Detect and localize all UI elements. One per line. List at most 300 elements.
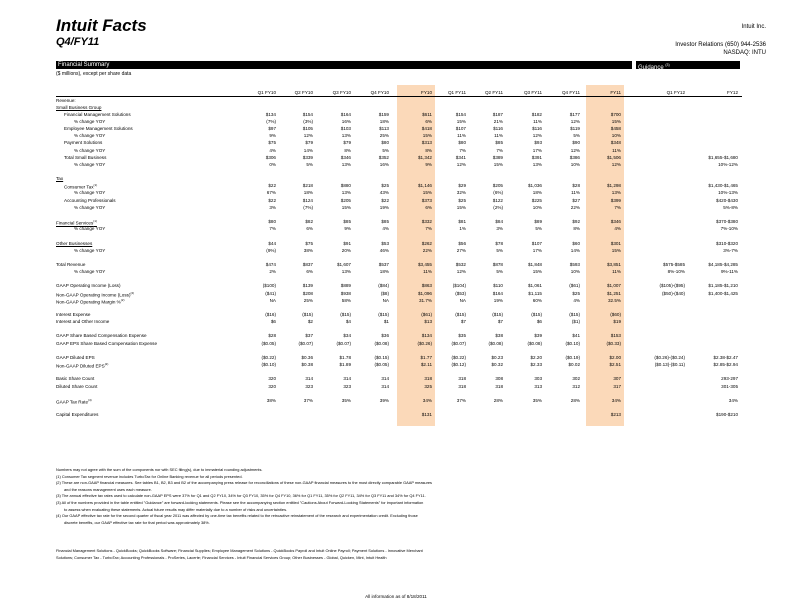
table-cell: 5% xyxy=(496,247,503,253)
table-cell: ($0.08) xyxy=(527,340,542,346)
table-cell: $1.77 xyxy=(420,354,432,360)
row-label xyxy=(56,384,97,389)
table-row xyxy=(0,326,792,331)
table-cell: $105 xyxy=(302,126,313,132)
table-row xyxy=(0,155,792,160)
guidance-note-marker: (3) xyxy=(665,63,670,67)
table-cell: $889 xyxy=(340,283,351,289)
table-cell: $97 xyxy=(268,126,276,132)
table-cell: 15% xyxy=(341,204,351,210)
table-cell: 320 xyxy=(268,383,276,389)
table-cell: 314 xyxy=(343,376,351,382)
table-cell: $116 xyxy=(532,126,542,132)
row-label-text: % change YOY xyxy=(74,269,106,275)
table-cell: (3%) xyxy=(303,118,313,124)
table-cell: $122 xyxy=(492,197,503,203)
table-cell: $35 xyxy=(458,333,466,339)
table-cell: $22 xyxy=(268,183,276,189)
table-cell: 25% xyxy=(303,297,313,303)
table-cell: 12% xyxy=(570,118,580,124)
table-cell: 17% xyxy=(532,147,542,153)
table-cell: $1,146 xyxy=(417,183,432,189)
table-cell: $44 xyxy=(268,240,276,246)
table-cell: $1,430-$1,465 xyxy=(708,183,738,189)
table-cell: 6% xyxy=(425,204,432,210)
table-cell: 308 xyxy=(495,376,503,382)
row-label-text: GAAP Operating Income (Loss) xyxy=(56,283,121,289)
table-cell: $1 xyxy=(383,319,389,325)
table-cell: 13% xyxy=(611,190,621,196)
table-cell: $134 xyxy=(421,333,432,339)
table-cell: ($15) xyxy=(569,312,580,317)
table-cell: ($8) xyxy=(380,290,389,296)
table-row xyxy=(0,333,792,338)
table-cell: $3,851 xyxy=(606,261,621,267)
table-cell: 7% xyxy=(425,226,432,232)
table-cell: $25 xyxy=(572,290,580,296)
table-cell: $37 xyxy=(305,333,313,339)
table-cell: 12% xyxy=(611,161,621,167)
table-cell: 60% xyxy=(532,297,542,303)
row-label-text: Non-GAAP Operating Income (Loss) xyxy=(56,292,131,298)
row-label xyxy=(56,291,134,298)
table-cell: 3% xyxy=(269,204,276,210)
table-cell: 9% xyxy=(425,161,432,167)
table-cell: 318 xyxy=(495,383,503,389)
table-cell: $164 xyxy=(492,290,503,296)
table-cell: 13% xyxy=(341,161,351,167)
table-cell: 323 xyxy=(305,383,313,389)
table-cell: $863 xyxy=(421,283,432,289)
table-cell: 12% xyxy=(456,269,466,275)
table-cell: ($105)-($95) xyxy=(659,283,685,289)
table-cell: ($0.33) xyxy=(606,340,621,346)
table-cell: ($15) xyxy=(302,312,313,317)
footnote: (3) All of the numbers provided in the table entitled "Guidance" are forward-looking statements. Please see the accompanying section entitled "Cautions About Forward-Looking Statements" for important information xyxy=(56,499,424,505)
table-cell: $119 xyxy=(570,126,580,132)
row-label-text: Interest Expense xyxy=(56,312,91,317)
table-cell: $2.11 xyxy=(420,362,432,368)
table-cell: $474 xyxy=(265,261,276,267)
table-row xyxy=(0,412,792,417)
table-cell: NA xyxy=(269,297,276,303)
row-label xyxy=(64,112,131,117)
table-cell: 15% xyxy=(532,269,542,275)
legend-line: Solutions; Consumer Tax - TurboTax; Accounting Professionals - ProSeries, Lacerte; Financial Services - Intuit Financial Services Group; Other Businesses - Global, Quicken, Mint, Intuit Health xyxy=(56,555,387,560)
row-label-text: Total Small Business xyxy=(64,154,107,160)
table-cell: $301 xyxy=(610,240,621,246)
row-label xyxy=(74,269,105,274)
table-cell: $85 xyxy=(495,140,503,146)
table-cell: 8% xyxy=(573,226,580,232)
row-label xyxy=(56,105,101,110)
row-label xyxy=(56,341,157,346)
table-cell: $85 xyxy=(343,219,351,225)
table-cell: 11% xyxy=(494,133,503,139)
table-cell: $2.33 xyxy=(530,362,542,368)
row-label xyxy=(56,412,98,417)
row-label xyxy=(64,198,116,203)
row-label xyxy=(56,298,124,305)
table-cell: 18% xyxy=(379,118,389,124)
table-cell: 12% xyxy=(456,161,466,167)
row-label xyxy=(56,219,97,226)
table-cell: $391 xyxy=(531,154,542,160)
table-cell: $154 xyxy=(302,111,313,117)
table-cell: $4,185-$4,285 xyxy=(708,261,738,267)
table-cell: 307 xyxy=(613,376,621,382)
column-header: Q1 FY11 xyxy=(447,90,466,95)
table-cell: $0.02 xyxy=(568,362,580,368)
table-row xyxy=(0,190,792,195)
table-cell: 15% xyxy=(611,118,621,124)
table-cell: $28 xyxy=(268,333,276,339)
row-label xyxy=(56,333,147,338)
table-cell: ($0.08) xyxy=(488,340,503,346)
table-cell: 22% xyxy=(570,204,580,210)
table-cell: 27% xyxy=(456,247,466,253)
table-cell: 34% xyxy=(611,397,621,403)
table-cell: ($60) xyxy=(610,312,621,317)
guidance-label: Guidance xyxy=(638,65,664,71)
table-cell: 67% xyxy=(266,190,276,196)
table-cell: 14% xyxy=(303,147,313,153)
row-label-text: Financial Services xyxy=(56,220,94,226)
row-label xyxy=(74,205,105,210)
table-cell: 9% xyxy=(344,226,351,232)
table-cell: $1,061 xyxy=(527,283,542,289)
table-cell: ($0.19) xyxy=(565,354,580,360)
table-cell: 318 xyxy=(458,383,466,389)
table-cell: $34 xyxy=(343,333,351,339)
table-cell: ($0.26)-($0.24) xyxy=(654,354,685,360)
table-row xyxy=(0,248,792,253)
row-label-text: % change YOY xyxy=(74,204,106,210)
table-cell: $134 xyxy=(265,111,276,117)
table-cell: $78 xyxy=(495,240,503,246)
table-cell: $1,655-$1,680 xyxy=(708,154,738,160)
table-cell: $13 xyxy=(424,319,432,325)
table-cell: ($0.10) xyxy=(565,340,580,346)
table-cell: 22% xyxy=(422,247,432,253)
table-cell: $92 xyxy=(572,219,580,225)
table-row xyxy=(0,119,792,124)
table-cell: ($84) xyxy=(378,283,389,289)
page-subtitle: Q4/FY11 xyxy=(56,36,100,48)
table-cell: NA xyxy=(382,297,389,303)
table-cell: $131 xyxy=(421,412,432,418)
table-cell: 18% xyxy=(303,190,313,196)
table-cell: $93 xyxy=(534,140,542,146)
table-cell: $60 xyxy=(572,240,580,246)
row-label-text: Accounting Professionals xyxy=(64,197,116,203)
table-cell: $593 xyxy=(569,261,580,267)
row-label xyxy=(64,126,133,131)
table-cell: $28 xyxy=(572,183,580,189)
table-row xyxy=(0,262,792,267)
row-label xyxy=(56,98,76,103)
table-cell: 8%-10% xyxy=(667,269,685,275)
row-label-text: Non-GAAP Operating Margin % xyxy=(56,299,121,305)
table-row xyxy=(0,183,792,188)
company-name: Intuit Inc. xyxy=(741,24,766,30)
stock-exchange: NASDAQ: INTU xyxy=(723,50,766,56)
column-header: Q2 FY10 xyxy=(294,90,313,95)
table-cell: 317 xyxy=(613,383,621,389)
table-cell: 6% xyxy=(425,118,432,124)
table-cell: $75 xyxy=(268,140,276,146)
table-cell: 10% xyxy=(570,269,580,275)
table-cell: 7% xyxy=(614,204,621,210)
table-cell: $348 xyxy=(610,140,621,146)
row-label xyxy=(74,226,105,231)
table-cell: 39% xyxy=(379,397,389,403)
table-cell: $205 xyxy=(340,197,351,203)
table-cell: $218 xyxy=(302,183,313,189)
investor-relations-contact: Investor Relations (650) 944-2536 xyxy=(675,42,766,48)
table-row xyxy=(0,283,792,288)
table-cell: 11% xyxy=(571,190,580,196)
table-row xyxy=(0,126,792,131)
table-cell: $177 xyxy=(569,111,580,117)
row-label-text: % change YOY xyxy=(74,118,106,124)
table-cell: ($61) xyxy=(421,312,432,317)
table-cell: ($0.15) xyxy=(374,354,389,360)
table-cell: 303 xyxy=(534,376,542,382)
row-label-text: Tax xyxy=(56,176,64,182)
table-cell: $837 xyxy=(302,261,313,267)
table-cell: ($61) xyxy=(569,283,580,289)
table-row xyxy=(0,233,792,238)
table-cell: $700 xyxy=(610,111,621,117)
row-label-text: Diluted Share Count xyxy=(56,383,98,389)
table-cell: $532 xyxy=(455,261,466,267)
footnote: to assess when evaluating these statements. Actual future results may differ materially due to a number of risks and uncertainties. xyxy=(64,506,288,512)
table-cell: $91 xyxy=(343,240,351,246)
table-cell: 1% xyxy=(459,226,466,232)
row-label-text: % change YOY xyxy=(74,133,106,139)
table-cell: $25 xyxy=(458,197,466,203)
table-cell: 35% xyxy=(532,397,542,403)
table-cell: $2.00 xyxy=(609,354,621,360)
table-cell: $113 xyxy=(379,126,389,132)
footnote: (4) Our GAAP effective tax rate for the second quarter of fiscal year 2011 was affected by one-time tax benefits related to the retroactive reinstatement of the research and experimentation credit. Excluding those xyxy=(56,513,418,519)
table-cell: 10%-12% xyxy=(718,161,738,167)
row-label-text: Interest and Other Income xyxy=(56,319,110,325)
table-row xyxy=(0,341,792,346)
table-cell: ($0.22) xyxy=(261,354,276,360)
table-cell: 13% xyxy=(532,161,542,167)
table-cell: ($1) xyxy=(571,319,580,325)
table-cell: ($15) xyxy=(340,312,351,317)
row-label xyxy=(56,241,92,246)
table-cell: 38% xyxy=(266,397,276,403)
table-cell: $187 xyxy=(492,111,503,117)
row-label xyxy=(56,176,63,181)
row-label-text: % change YOY xyxy=(74,161,106,167)
table-cell: $6 xyxy=(536,319,542,325)
row-label xyxy=(74,119,105,124)
table-cell: 17% xyxy=(532,247,542,253)
table-cell: $1,607 xyxy=(336,261,351,267)
table-cell: ($0.08) xyxy=(374,340,389,346)
table-cell: 323 xyxy=(343,383,351,389)
table-cell: $399 xyxy=(610,197,621,203)
table-cell: $19 xyxy=(613,319,621,325)
table-cell: $81 xyxy=(458,219,466,225)
table-row xyxy=(0,384,792,389)
table-row xyxy=(0,98,792,103)
table-cell: $611 xyxy=(422,111,432,117)
table-cell: $370-$380 xyxy=(716,219,738,225)
table-cell: 8% xyxy=(344,147,351,153)
row-label-text: Revenue: xyxy=(56,97,76,103)
table-cell: 19% xyxy=(493,297,503,303)
row-label-text: GAAP EPS Share Based Compensation Expense xyxy=(56,340,158,346)
table-cell: 58% xyxy=(341,297,351,303)
table-cell: $22 xyxy=(268,197,276,203)
table-cell: ($0.26) xyxy=(417,340,432,346)
table-cell: $75 xyxy=(305,240,313,246)
row-label xyxy=(74,248,105,253)
legend-line: Financial Management Solutions - QuickBooks; QuickBooks Software; Financial Supplies; Employee Management Solutions - QuickBooks Payroll and Intuit Online Payroll; Payment Solutions - Innovative Merchant xyxy=(56,548,423,553)
table-cell: ($0.05) xyxy=(374,362,389,368)
footnote: and the reasons management uses each measure. xyxy=(64,486,152,492)
row-label xyxy=(56,398,92,405)
row-label xyxy=(74,148,105,153)
table-cell: $310-$320 xyxy=(716,240,738,246)
table-cell: (6%) xyxy=(493,190,503,196)
table-cell: $153 xyxy=(610,333,621,339)
table-row xyxy=(0,348,792,353)
row-label-text: Employee Management Solutions xyxy=(64,126,133,132)
table-cell: 4% xyxy=(573,297,580,303)
table-cell: $139 xyxy=(302,283,313,289)
table-cell: 28% xyxy=(493,397,503,403)
table-cell: 10% xyxy=(570,161,580,167)
table-cell: $1,506 xyxy=(606,154,621,160)
table-cell: 325 xyxy=(424,383,432,389)
column-header: FY12 xyxy=(727,90,738,95)
table-row xyxy=(0,319,792,324)
footnotes xyxy=(56,467,736,526)
table-cell: 5% xyxy=(535,226,542,232)
table-row xyxy=(0,112,792,117)
row-label-text: Other Businesses xyxy=(56,240,93,246)
table-cell: $1,036 xyxy=(527,183,542,189)
table-cell: $124 xyxy=(302,197,313,203)
table-cell: 43% xyxy=(379,190,389,196)
table-cell: 2% xyxy=(269,269,276,275)
table-cell: $36 xyxy=(381,333,389,339)
row-label-text: GAAP Tax Rate xyxy=(56,399,89,405)
table-cell: $339 xyxy=(302,154,313,160)
page-title: Intuit Facts xyxy=(56,16,147,35)
table-cell: ($15) xyxy=(531,312,542,317)
table-cell: $938 xyxy=(340,290,351,296)
footnote: (3) The annual effective tax rates used to calculate non-GAAP EPS were 37% for Q1 and Q2 FY10, 34% for Q3 FY10, 35% for Q4 FY10, 36% for Q1 FY11, 35% for Q2 FY11, 34% for Q3 FY11 and 34% for Q4 FY11. xyxy=(56,493,426,499)
footnote: Numbers may not agree with the sum of the components nor with SEC filing(s), due to immaterial rounding adjustments. xyxy=(56,467,263,472)
table-cell: 37% xyxy=(456,397,466,403)
table-cell: ($0.07) xyxy=(451,340,466,346)
footnote-marker: (1) xyxy=(93,183,98,188)
table-cell: $205 xyxy=(492,183,503,189)
table-cell: $208 xyxy=(302,290,313,296)
table-cell: 312 xyxy=(572,383,580,389)
table-cell: 10% xyxy=(611,133,621,139)
table-cell: $1,342 xyxy=(417,154,432,160)
table-cell: $0.32 xyxy=(491,362,503,368)
table-cell: 32% xyxy=(456,190,466,196)
table-cell: $82 xyxy=(305,219,313,225)
footnote-marker: (2) xyxy=(130,290,135,295)
table-cell: $164 xyxy=(340,111,351,117)
table-cell: 4% xyxy=(614,226,621,232)
table-cell: $2.51 xyxy=(609,362,621,368)
financial-summary-label: Financial Summary xyxy=(58,62,110,68)
table-cell: 320 xyxy=(268,376,276,382)
table-row xyxy=(0,148,792,153)
table-cell: $1.89 xyxy=(339,362,351,368)
table-row xyxy=(0,298,792,303)
row-label-text: Non-GAAP Diluted EPS xyxy=(56,363,105,369)
table-row xyxy=(0,133,792,138)
row-label-text: % change YOY xyxy=(74,247,106,253)
table-row xyxy=(0,162,792,167)
table-cell: ($0.22) xyxy=(451,354,466,360)
table-cell: $420-$430 xyxy=(716,197,738,203)
row-label xyxy=(56,262,85,267)
table-cell: 18% xyxy=(532,190,542,196)
table-row xyxy=(0,305,792,310)
table-row xyxy=(0,312,792,317)
table-cell: $80 xyxy=(458,140,466,146)
table-row xyxy=(0,391,792,396)
table-cell: $190-$210 xyxy=(716,412,738,418)
footnote: (1) Consumer Tax segment revenue includes TurboTax for Online Banking revenue for all periods presented. xyxy=(56,473,243,479)
table-cell: $1,185-$1,210 xyxy=(708,283,738,289)
table-row xyxy=(0,369,792,374)
footnote: discrete benefits, our GAAP effective tax rate for that period was approximately 38%. xyxy=(64,519,210,525)
table-cell: 10%-13% xyxy=(718,190,738,196)
table-cell: 5% xyxy=(496,269,503,275)
table-cell: 11% xyxy=(612,269,621,275)
table-cell: 15% xyxy=(611,247,621,253)
table-cell: 314 xyxy=(381,383,389,389)
table-cell: 314 xyxy=(381,376,389,382)
table-cell: $39 xyxy=(534,333,542,339)
table-cell: 32.5% xyxy=(607,297,621,303)
table-cell: 8% xyxy=(425,147,432,153)
table-cell: $103 xyxy=(340,126,351,132)
table-cell: $306 xyxy=(265,154,276,160)
table-cell: $27 xyxy=(572,197,580,203)
table-cell: ($53) xyxy=(455,290,466,296)
table-cell: $1.78 xyxy=(339,354,351,360)
table-cell: 5% xyxy=(382,147,389,153)
table-cell: 0% xyxy=(269,161,276,167)
table-cell: 21% xyxy=(493,118,503,124)
table-cell: ($15) xyxy=(492,312,503,317)
table-cell: 15% xyxy=(422,133,432,139)
table-cell: $22 xyxy=(381,197,389,203)
table-cell: $332 xyxy=(421,219,432,225)
column-header: Q3 FY10 xyxy=(332,90,351,95)
table-cell: $7 xyxy=(460,319,466,325)
table-cell: $110 xyxy=(493,283,503,289)
table-row xyxy=(0,362,792,367)
table-cell: 293-297 xyxy=(721,376,738,382)
